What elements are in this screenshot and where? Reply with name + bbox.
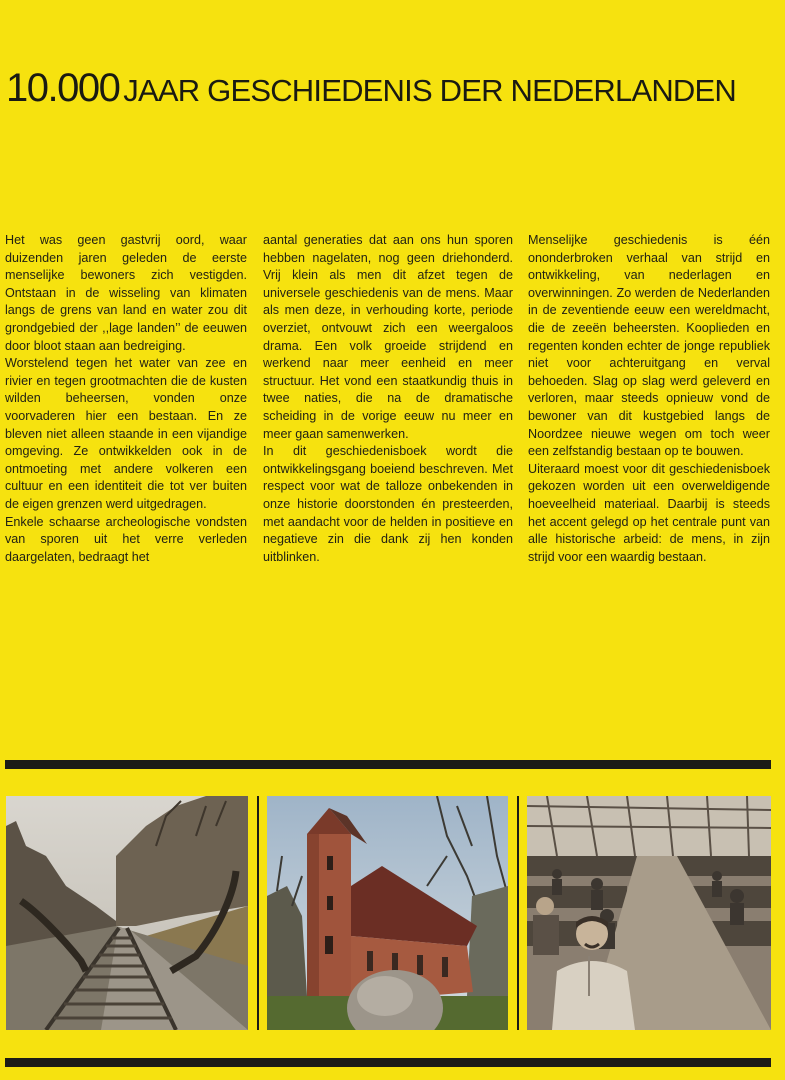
railway-tracks-icon	[6, 796, 248, 1030]
paragraph: Enkele schaarse archeologische vondsten van sporen uit het verre verleden daargelaten, bedraagt het	[5, 514, 247, 564]
photo-railway-tracks	[6, 796, 248, 1030]
photo-factory-workers	[527, 796, 771, 1030]
photo-separator	[257, 796, 259, 1030]
divider-bar-top	[5, 760, 771, 769]
paragraph: In dit geschiedenisboek wordt die ontwikkelingsgang boeiend beschreven. Met respect voor wat de talloze onbekenden in onze historie doorstonden én presteerden, met aandacht voor de helden in positieve en negatieve zin die dank zij hen konden uitblinken.	[263, 444, 513, 564]
title-number: 10.000	[6, 66, 120, 110]
text-column-1	[5, 232, 247, 566]
photo-separator	[517, 796, 519, 1030]
factory-workers-icon	[527, 796, 771, 1030]
paragraph: aantal generaties dat aan ons hun sporen hebben nagelaten, nog geen driehonderd. Vrij klein als men dit afzet tegen de universele geschiedenis van de mens. Maar als men deze, in verhouding korte, periode overziet, ontvouwt zich een weergaloos drama. Een volk groeide strijdend en werkend naar meer eenheid en meer structuur. Het vond een staatkundig thuis in twee naties, die na de dramatische scheiding in de vorige eeuw nu meer en meer gaan samenwerken.	[263, 233, 513, 441]
page-title	[6, 66, 781, 111]
paragraph: Het was geen gastvrij oord, waar duizenden jaren geleden de eerste menselijke bewoners zich vestigden. Ontstaan in de wisseling van klimaten langs de grens van land en water zou dit grondgebied der ,,lage landen’’ de eeuwen door bloot staan aan bedreiging.	[5, 233, 247, 353]
paragraph: Worstelend tegen het water van zee en rivier en tegen grootmachten die de kusten wilden beheersen, vonden onze voorvaderen hier een bestaan. En ze bleven niet alleen staande in een vijandige omgeving. Ze ontwikkelden ook in de ontmoeting met andere volkeren een cultuur en een identiteit die tot ver buiten de eigen grenzen werd uitgedragen.	[5, 356, 247, 511]
paragraph: Uiteraard moest voor dit geschiedenisboek gekozen worden uit een overweldigende hoeveelheid materiaal. Daarbij is steeds het accent gelegd op het centrale punt van alle historische arbeid: de mens, in zijn strijd voor een waardig bestaan.	[528, 461, 770, 564]
photo-church	[267, 796, 508, 1030]
church-icon	[267, 796, 508, 1030]
text-column-2	[263, 232, 513, 566]
paragraph: Menselijke geschiedenis is één ononderbroken verhaal van strijd en ontwikkeling, van nederlagen en overwinningen. Zo werden de Nederlanden in de zeventiende eeuw een wereldmacht, die de zeeën beheersten. Kooplieden en regenten konden echter de jonge republiek niet voor achteruitgang en verval behoeden. Slag op slag werd geleverd en verloren, maar steeds opnieuw vond de bewoner van dit kustgebied langs de Noordzee nieuwe wegen om toch weer een zelfstandig bestaan op te bouwen.	[528, 233, 770, 459]
text-column-3	[528, 232, 770, 566]
title-text: JAAR GESCHIEDENIS DER NEDERLANDEN	[123, 73, 736, 108]
divider-bar-bottom	[5, 1058, 771, 1067]
